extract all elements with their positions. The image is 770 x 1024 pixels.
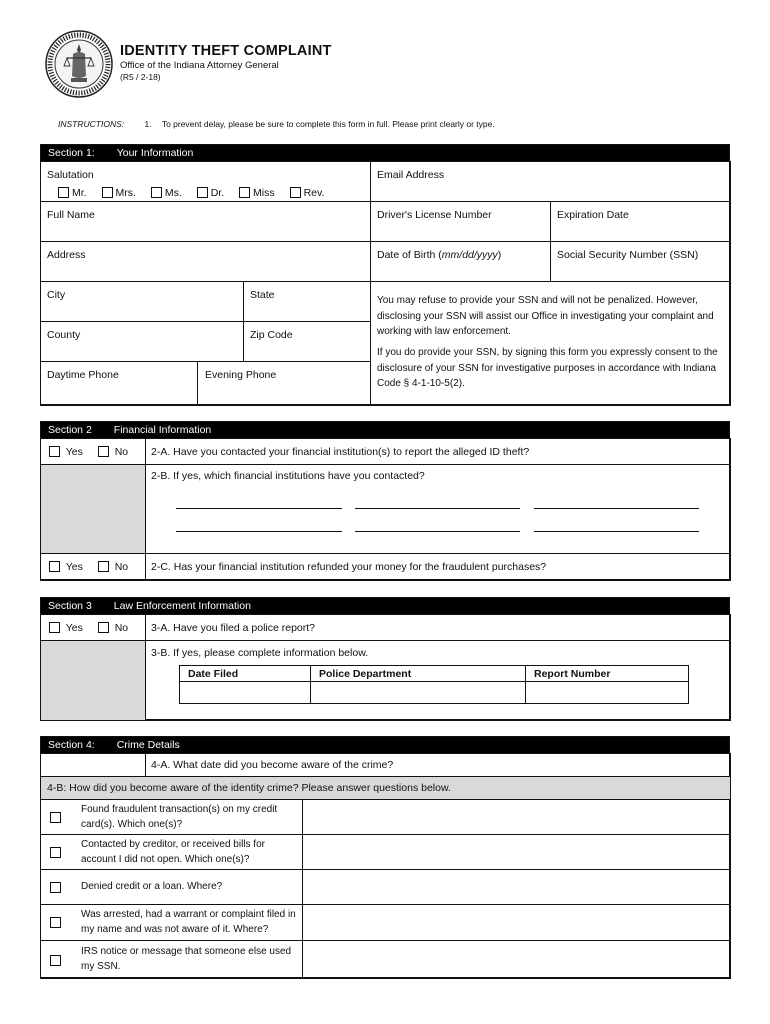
city-label: City — [47, 289, 66, 301]
ssn-notice-paragraph-1: You may refuse to provide your SSN and will not be penalized. However, disclosing your SSN will assist our Office in investigating your complaint and working with law enforcement. — [377, 295, 714, 337]
section-1-title: Your Information — [116, 147, 194, 159]
item-4-answer[interactable] — [302, 904, 731, 941]
q2a-answer-cell — [40, 438, 146, 465]
q4b-question-row — [40, 776, 731, 800]
item-5-label: IRS notice or message that someone else used my SSN. — [81, 946, 292, 972]
salutation-ms-checkbox[interactable]: Ms. — [151, 187, 182, 199]
section-4-header — [41, 737, 729, 754]
q3b-shaded-cell — [40, 640, 146, 721]
item-2-answer[interactable] — [302, 834, 731, 870]
item-5-answer[interactable] — [302, 940, 731, 979]
salutation-rev-checkbox[interactable]: Rev. — [290, 187, 325, 199]
salutation-field[interactable] — [40, 161, 371, 202]
section-2-title: Financial Information — [113, 424, 212, 436]
state-label: State — [250, 289, 275, 301]
q4a-answer-cell[interactable] — [40, 753, 146, 777]
drivers-license-label: Driver's License Number — [377, 209, 492, 221]
item-5-row — [40, 940, 303, 979]
item-2-row — [40, 834, 303, 870]
section-2-number: Section 2 — [48, 424, 92, 436]
q3a-no-checkbox[interactable]: No — [98, 622, 128, 634]
date-filed-input[interactable] — [180, 682, 311, 704]
instructions-text: To prevent delay, please be sure to complete this form in full. Please print clearly or type. — [161, 119, 495, 129]
q2a-question: 2-A. Have you contacted your financial institution(s) to report the alleged ID theft? — [151, 446, 530, 458]
q4a-question: 4-A. What date did you become aware of the crime? — [151, 759, 394, 771]
salutation-mr-checkbox[interactable]: Mr. — [58, 187, 87, 199]
q2c-yes-checkbox[interactable]: Yes — [49, 561, 83, 573]
section-3-law-enforcement — [40, 597, 730, 720]
address-label: Address — [47, 249, 86, 261]
section-4-crime-details — [40, 736, 730, 978]
col-report-number: Report Number — [526, 666, 689, 682]
date-of-birth-label: Date of Birth (mm/dd/yyyy) — [377, 249, 502, 261]
section-3-number: Section 3 — [48, 600, 92, 612]
item-3-label: Denied credit or a loan. Where? — [81, 881, 223, 892]
county-label: County — [47, 329, 81, 341]
q2b-answer-line-6[interactable] — [534, 531, 699, 532]
email-label: Email Address — [377, 169, 445, 181]
q2b-answer-line-2[interactable] — [355, 508, 520, 509]
q3b-question: 3-B. If yes, please complete information below. — [151, 647, 369, 659]
q2c-question-cell — [145, 553, 731, 581]
item-4-checkbox[interactable] — [50, 917, 61, 928]
col-police-department: Police Department — [311, 666, 526, 682]
county-field[interactable] — [40, 321, 244, 362]
q2b-question-cell — [145, 464, 731, 554]
q2c-no-checkbox[interactable]: No — [98, 561, 128, 573]
daytime-phone-field[interactable] — [40, 361, 198, 406]
item-5-checkbox[interactable] — [50, 955, 61, 966]
ssn-notice-box — [370, 281, 731, 406]
item-4-row — [40, 904, 303, 941]
evening-phone-field[interactable] — [197, 361, 371, 406]
email-field[interactable] — [370, 161, 731, 202]
full-name-label: Full Name — [47, 209, 95, 221]
q3a-question-cell — [145, 614, 731, 641]
section-2-financial-information — [40, 421, 730, 580]
salutation-mrs-checkbox[interactable]: Mrs. — [102, 187, 136, 199]
q2b-shaded-cell — [40, 464, 146, 554]
q2a-yes-checkbox[interactable]: Yes — [49, 446, 83, 458]
ssn-notice-paragraph-2: If you do provide your SSN, by signing this form you expressly consent to the disclosure of your SSN for investigative purposes in accordance with Indiana Code § 4-1-10-5(2). — [377, 347, 718, 389]
instructions-label: INSTRUCTIONS: — [58, 119, 125, 129]
q2b-answer-line-5[interactable] — [355, 531, 520, 532]
daytime-phone-label: Daytime Phone — [47, 369, 119, 381]
attorney-general-seal-icon — [45, 30, 113, 98]
expiration-date-field[interactable] — [550, 201, 731, 242]
section-1-header — [41, 145, 729, 162]
police-department-input[interactable] — [311, 682, 526, 704]
item-1-row — [40, 799, 303, 835]
salutation-miss-checkbox[interactable]: Miss — [239, 187, 275, 199]
q2c-question: 2-C. Has your financial institution refunded your money for the fraudulent purchases? — [151, 561, 547, 573]
col-date-filed: Date Filed — [180, 666, 311, 682]
item-3-answer[interactable] — [302, 869, 731, 905]
salutation-label: Salutation — [47, 169, 94, 181]
zip-code-field[interactable] — [243, 321, 371, 362]
ssn-field[interactable] — [550, 241, 731, 282]
drivers-license-field[interactable] — [370, 201, 551, 242]
q2b-answer-line-3[interactable] — [534, 508, 699, 509]
item-1-answer[interactable] — [302, 799, 731, 835]
ssn-label: Social Security Number (SSN) — [557, 249, 699, 261]
state-field[interactable] — [243, 281, 371, 322]
item-1-checkbox[interactable] — [50, 812, 61, 823]
item-4-label: Was arrested, had a warrant or complaint filed in my name and was not aware of it. Where? — [81, 909, 296, 935]
item-1-label: Found fraudulent transaction(s) on my credit card(s). Which one(s)? — [81, 804, 278, 830]
instructions — [58, 119, 495, 129]
item-2-checkbox[interactable] — [50, 847, 61, 858]
section-4-title: Crime Details — [116, 739, 180, 751]
full-name-field[interactable] — [40, 201, 371, 242]
section-1-your-information — [40, 144, 730, 405]
item-2-label: Contacted by creditor, or received bills for account I did not open. Which one(s)? — [81, 839, 265, 865]
q3b-question-cell — [145, 640, 731, 721]
expiration-date-label: Expiration Date — [557, 209, 629, 221]
q4a-question-cell — [145, 753, 731, 777]
form-subtitle: Office of the Indiana Attorney General — [120, 60, 279, 71]
date-of-birth-field[interactable] — [370, 241, 551, 282]
q2b-answer-line-1[interactable] — [176, 508, 342, 509]
section-1-number: Section 1: — [48, 147, 95, 159]
form-revision: (R5 / 2-18) — [120, 72, 161, 82]
police-report-table — [179, 665, 689, 704]
city-field[interactable] — [40, 281, 244, 322]
q4b-question: 4-B: How did you become aware of the identity crime? Please answer questions below. — [47, 782, 451, 794]
form-title: IDENTITY THEFT COMPLAINT — [120, 43, 332, 59]
item-3-checkbox[interactable] — [50, 882, 61, 893]
q2b-answer-line-4[interactable] — [176, 531, 342, 532]
zip-code-label: Zip Code — [250, 329, 293, 341]
item-3-row — [40, 869, 303, 905]
section-3-header — [41, 598, 729, 615]
q2b-question: 2-B. If yes, which financial institutions have you contacted? — [151, 470, 425, 482]
q3a-question: 3-A. Have you filed a police report? — [151, 622, 316, 634]
instructions-number: 1. — [144, 119, 152, 129]
salutation-dr-checkbox[interactable]: Dr. — [197, 187, 224, 199]
section-2-header — [41, 422, 729, 439]
section-3-title: Law Enforcement Information — [113, 600, 251, 612]
address-field[interactable] — [40, 241, 371, 282]
q2a-no-checkbox[interactable]: No — [98, 446, 128, 458]
section-4-number: Section 4: — [48, 739, 95, 751]
report-number-input[interactable] — [526, 682, 689, 704]
q2c-answer-cell — [40, 553, 146, 581]
q2a-question-cell — [145, 438, 731, 465]
evening-phone-label: Evening Phone — [205, 369, 277, 381]
q3a-answer-cell — [40, 614, 146, 641]
q3a-yes-checkbox[interactable]: Yes — [49, 622, 83, 634]
